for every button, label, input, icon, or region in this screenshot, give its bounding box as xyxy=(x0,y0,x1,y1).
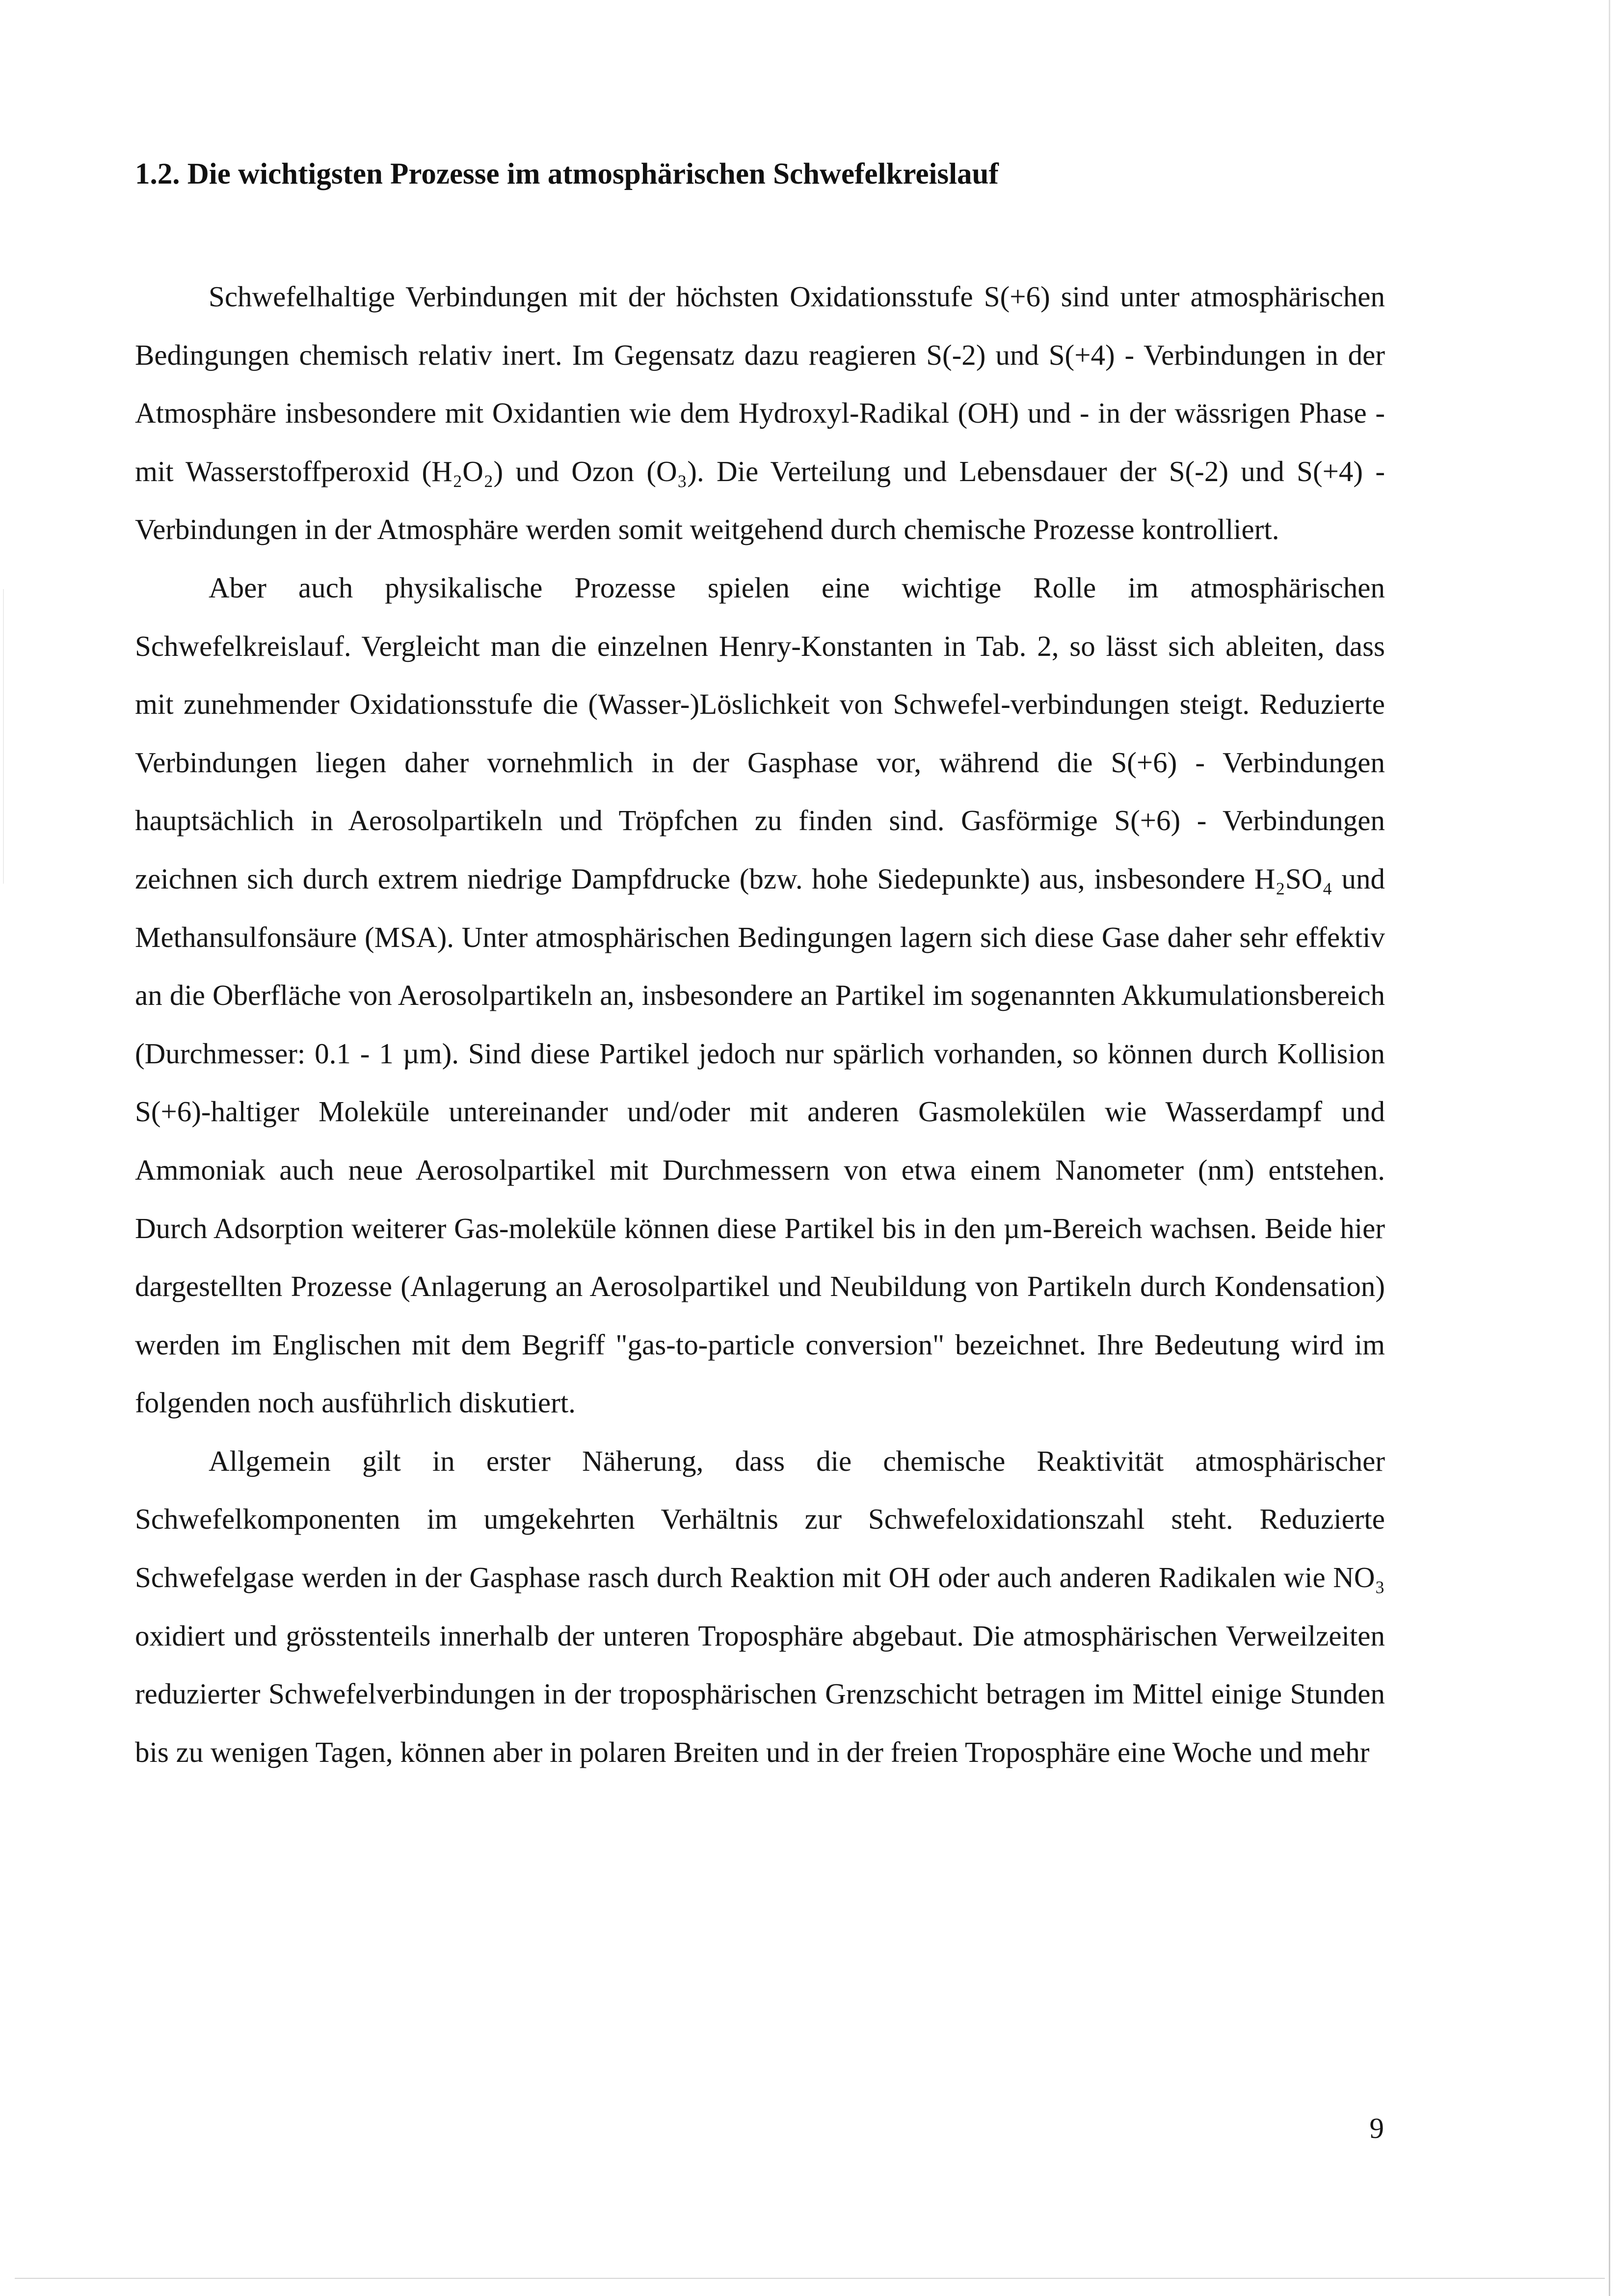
body-text xyxy=(135,268,1385,1781)
scan-edge-right xyxy=(1609,0,1610,2296)
scan-edge-bottom xyxy=(15,2278,1605,2279)
paragraph-3: Allgemein gilt in erster Näherung, dass die chemische Reaktivität atmosphärischer Schwefelkomponenten im umgekehrten Verhältnis zur Schwefeloxidationszahl steht. Reduzierte Schwefelgase werden in der Gasphase rasch durch Reaktion mit OH oder auch anderen Radikalen wie NO₃ oxidiert und grösstenteils innerhalb der unteren Troposphäre abgebaut. Die atmosphärischen Verweilzeiten reduzierter Schwefelverbindungen in der troposphärischen Grenzschicht betragen im Mittel einige Stunden bis zu wenigen Tagen, können aber in polaren Breiten und in der freien Troposphäre eine Woche und mehr xyxy=(135,1444,1385,1768)
paragraph-1: Schwefelhaltige Verbindungen mit der höchsten Oxidationsstufe S(+6) sind unter atmosphärischen Bedingungen chemisch relativ inert. Im Gegensatz dazu reagieren S(-2) und S(+4) - Verbindungen in der Atmosphäre insbesondere mit Oxidantien wie dem Hydroxyl-Radikal (OH) und - in der wässrigen Phase - mit Wasserstoffperoxid (H₂O₂) und Ozon (O₃). Die Verteilung und Lebensdauer der S(-2) und S(+4) - Verbindungen in der Atmosphäre werden somit weitgehend durch chemische Prozesse kontrolliert. xyxy=(135,280,1385,546)
page-number: 9 xyxy=(1369,2112,1384,2144)
scan-edge-left xyxy=(3,589,4,884)
section-heading: 1.2. Die wichtigsten Prozesse im atmosphärischen Schwefelkreislauf xyxy=(135,158,999,190)
paragraph-2: Aber auch physikalische Prozesse spielen eine wichtige Rolle im atmosphärischen Schwefelkreislauf. Vergleicht man die einzelnen Henry-Konstanten in Tab. 2, so lässt sich ableiten, dass mit zunehmender Oxidationsstufe die (Wasser-)Löslichkeit von Schwefel-verbindungen steigt. Reduzierte Verbindungen liegen daher vornehmlich in der Gasphase vor, während die S(+6) - Verbindungen hauptsächlich in Aerosolpartikeln und Tröpfchen zu finden sind. Gasförmige S(+6) - Verbindungen zeichnen sich durch extrem niedrige Dampfdrucke (bzw. hohe Siedepunkte) aus, insbesondere H₂SO₄ und Methansulfonsäure (MSA). Unter atmosphärischen Bedingungen lagern sich diese Gase daher sehr effektiv an die Oberfläche von Aerosolpartikeln an, insbesondere an Partikel im sogenannten Akkumulationsbereich (Durchmesser: 0.1 - 1 µm). Sind diese Partikel jedoch nur spärlich vorhanden, so können durch Kollision S(+6)-haltiger Moleküle untereinander und/oder mit anderen Gasmolekülen wie Wasserdampf und Ammoniak auch neue Aerosolpartikel mit Durchmessern von etwa einem Nanometer (nm) entstehen. Durch Adsorption weiterer Gas-moleküle können diese Partikel bis in den µm-Bereich wachsen. Beide hier dargestellten Prozesse (Anlagerung an Aerosolpartikel und Neubildung von Partikeln durch Kondensation) werden im Englischen mit dem Begriff "gas-to-particle conversion" bezeichnet. Ihre Bedeutung wird im folgenden noch ausführlich diskutiert. xyxy=(135,571,1385,1419)
